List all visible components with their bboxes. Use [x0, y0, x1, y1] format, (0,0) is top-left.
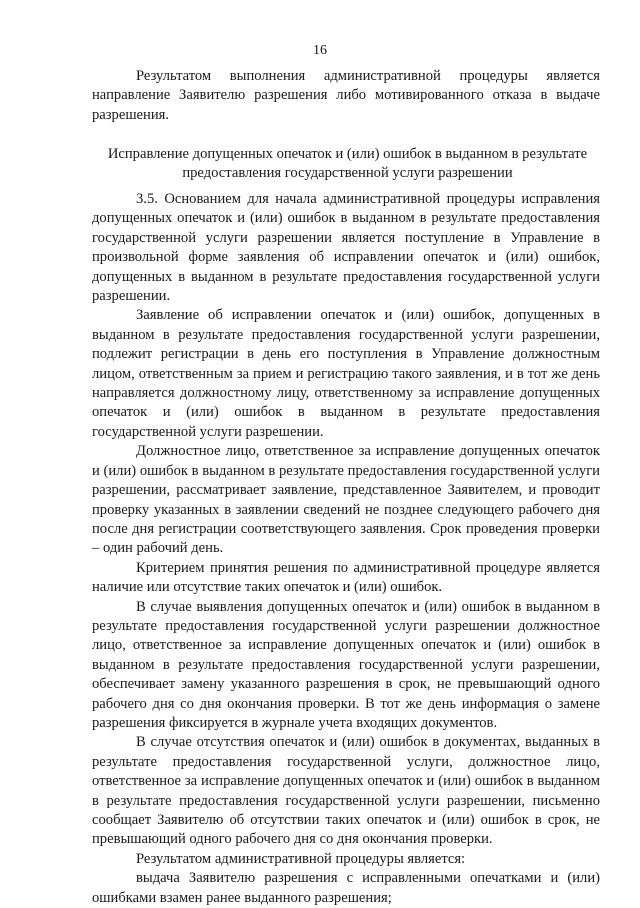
intro-paragraph: Результатом выполнения административной процедуры является направление Заявителю разрешения либо мотивированного отказа в выдаче разрешения. [92, 68, 600, 123]
section-heading-line1: Исправление допущенных опечаток и (или) ошибок в выданном в результате [107, 146, 588, 162]
section-heading-line2: предоставления государственной услуги разрешении [182, 165, 513, 182]
paragraph-errors-found: В случае выявления допущенных опечаток и (или) ошибок в выданном в результате предоставления государственной услуги разрешении должностное лицо, ответственное за исправление допущенных опечаток и (или) ошибок в выданном в результате предоставления государственной услуги разрешении, обеспечивает замену указанного разрешения в срок, не превышающий одного рабочего дня со дня окончания проверки. В тот же день информация о замене разрешения фиксируется в журнале учета входящих документов. [92, 598, 600, 731]
paragraph-registration: Заявление об исправлении опечаток и (или) ошибок, допущенных в выданном в результате предоставления государственной услуги разрешении, подлежит регистрации в день его поступления в Управление должностным лицом, ответственным за прием и регистрацию такого заявления, и в тот же день направляется должностному лицу, ответственному за исправление допущенных опечаток и (или) ошибок в выданном в результате предоставления государственной услуги разрешении. [92, 307, 600, 440]
page-number: 16 [313, 43, 327, 58]
paragraph-criterion: Критерием принятия решения по административной процедуре является наличие или отсутствие таких опечаток и (или) ошибок. [92, 559, 600, 596]
paragraph-result-intro: Результатом административной процедуры является: [136, 850, 466, 867]
section-heading [80, 145, 615, 184]
paragraph-3-5: 3.5. Основанием для начала административной процедуры исправления допущенных опечаток и (или) ошибок в выданном в результате предоставления государственной услуги разрешении является поступление в Управление в произвольной форме заявления об исправлении опечаток и (или) ошибок, допущенных в выданном в результате предоставления государственной услуги разрешении. [92, 191, 600, 305]
intro-block [92, 67, 600, 125]
paragraph-review: Должностное лицо, ответственное за исправление допущенных опечаток и (или) ошибок в выданном в результате предоставления государственной услуги разрешении, рассматривает заявление, представленное Заявителем, и проводит проверку указанных в заявлении сведений не позднее следующего рабочего дня после дня регистрации соответствующего заявления. Срок проведения проверки – один рабочий день. [92, 443, 600, 557]
paragraph-no-errors: В случае отсутствия опечаток и (или) ошибок в документах, выданных в результате предоставления государственной услуги, должностное лицо, ответственное за исправление допущенных опечаток и (или) ошибок в выданном в результате предоставления государственной услуги разрешении, письменно сообщает Заявителю об отсутствии таких опечаток и (или) ошибок в срок, не превышающий одного рабочего дня со дня окончания проверки. [92, 734, 600, 848]
paragraph-result-item: выдача Заявителю разрешения с исправленными опечатками и (или) ошибками взамен ранее выданного разрешения; [92, 870, 600, 906]
body-text [92, 190, 600, 908]
